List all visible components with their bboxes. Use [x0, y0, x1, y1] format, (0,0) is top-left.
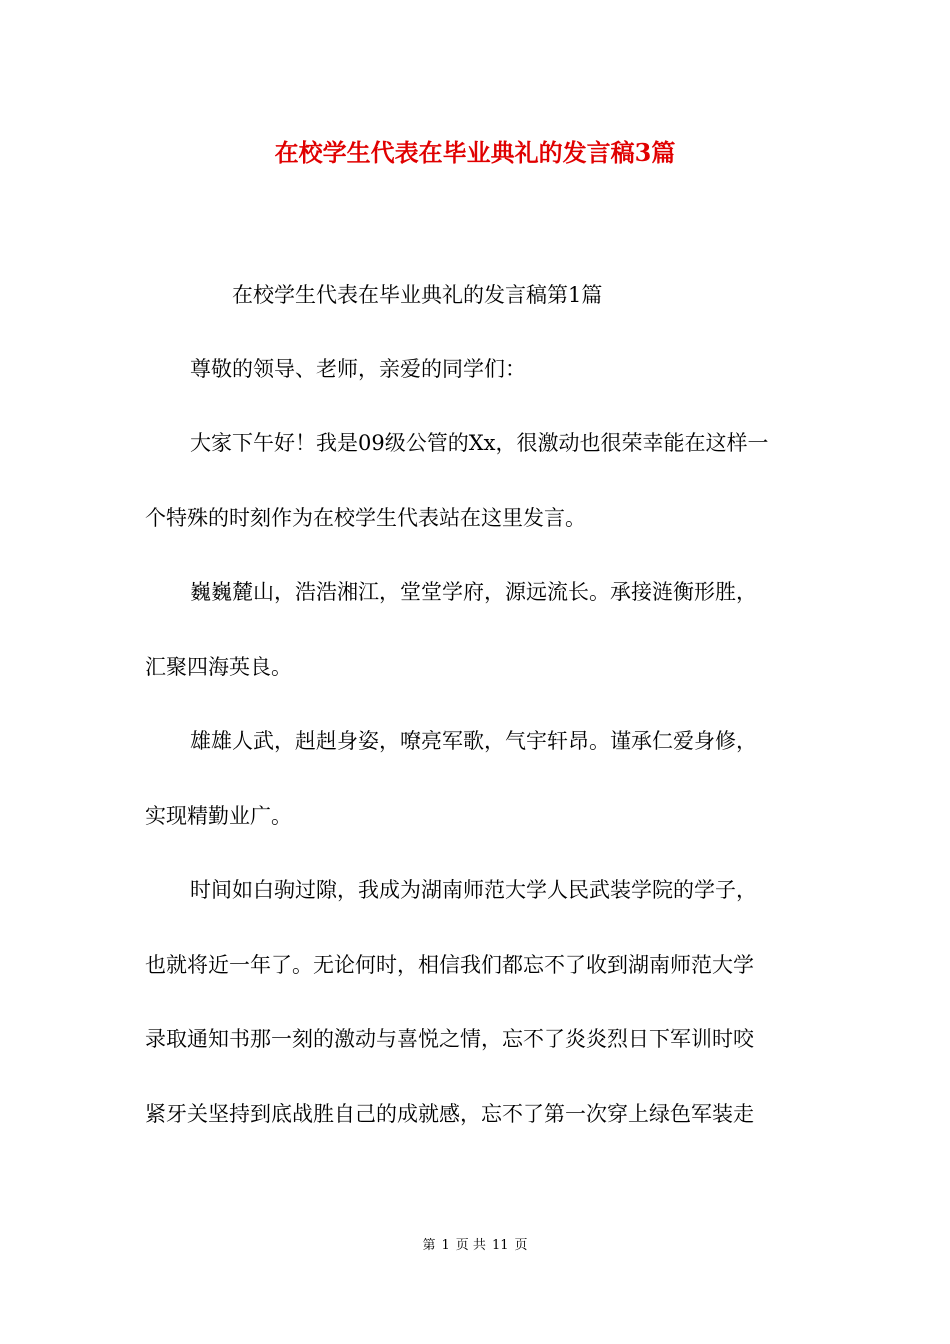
text-line: 巍巍麓山，浩浩湘江，堂堂学府，源远流长。承接涟衡形胜，	[190, 580, 757, 604]
text-line: 雄雄人武，赳赳身姿，嘹亮军歌，气宇轩昂。谨承仁爱身修，	[190, 729, 757, 753]
text-line: 实现精勤业广。	[145, 804, 292, 828]
text-line: 录取通知书那一刻的激动与喜悦之情，忘不了炎炎烈日下军训时咬	[145, 1027, 754, 1051]
footer-total-pages: 11	[491, 1238, 509, 1253]
document-title: 在校学生代表在毕业典礼的发言稿3篇	[274, 138, 676, 167]
text-line: 也就将近一年了。无论何时，相信我们都忘不了收到湖南师范大学	[145, 953, 754, 977]
text-line: 汇聚四海英良。	[145, 655, 292, 679]
text-line-salutation: 尊敬的领导、老师，亲爱的同学们：	[190, 357, 526, 381]
footer-prefix: 第	[422, 1238, 436, 1253]
text-line: 时间如白驹过隙，我成为湖南师范大学人民武装学院的学子，	[190, 878, 757, 902]
section-subtitle: 在校学生代表在毕业典礼的发言稿第1篇	[232, 283, 603, 307]
footer-suffix: 页	[514, 1238, 528, 1253]
page-footer	[0, 1236, 950, 1256]
footer-mid: 页 共	[455, 1238, 486, 1253]
text-line: 大家下午好！我是09级公管的Xx，很激动也很荣幸能在这样一	[190, 431, 769, 455]
text-line: 个特殊的时刻作为在校学生代表站在这里发言。	[145, 506, 586, 530]
text-line: 紧牙关坚持到底战胜自己的成就感，忘不了第一次穿上绿色军装走	[145, 1102, 754, 1126]
footer-page-number: 1	[441, 1238, 450, 1253]
